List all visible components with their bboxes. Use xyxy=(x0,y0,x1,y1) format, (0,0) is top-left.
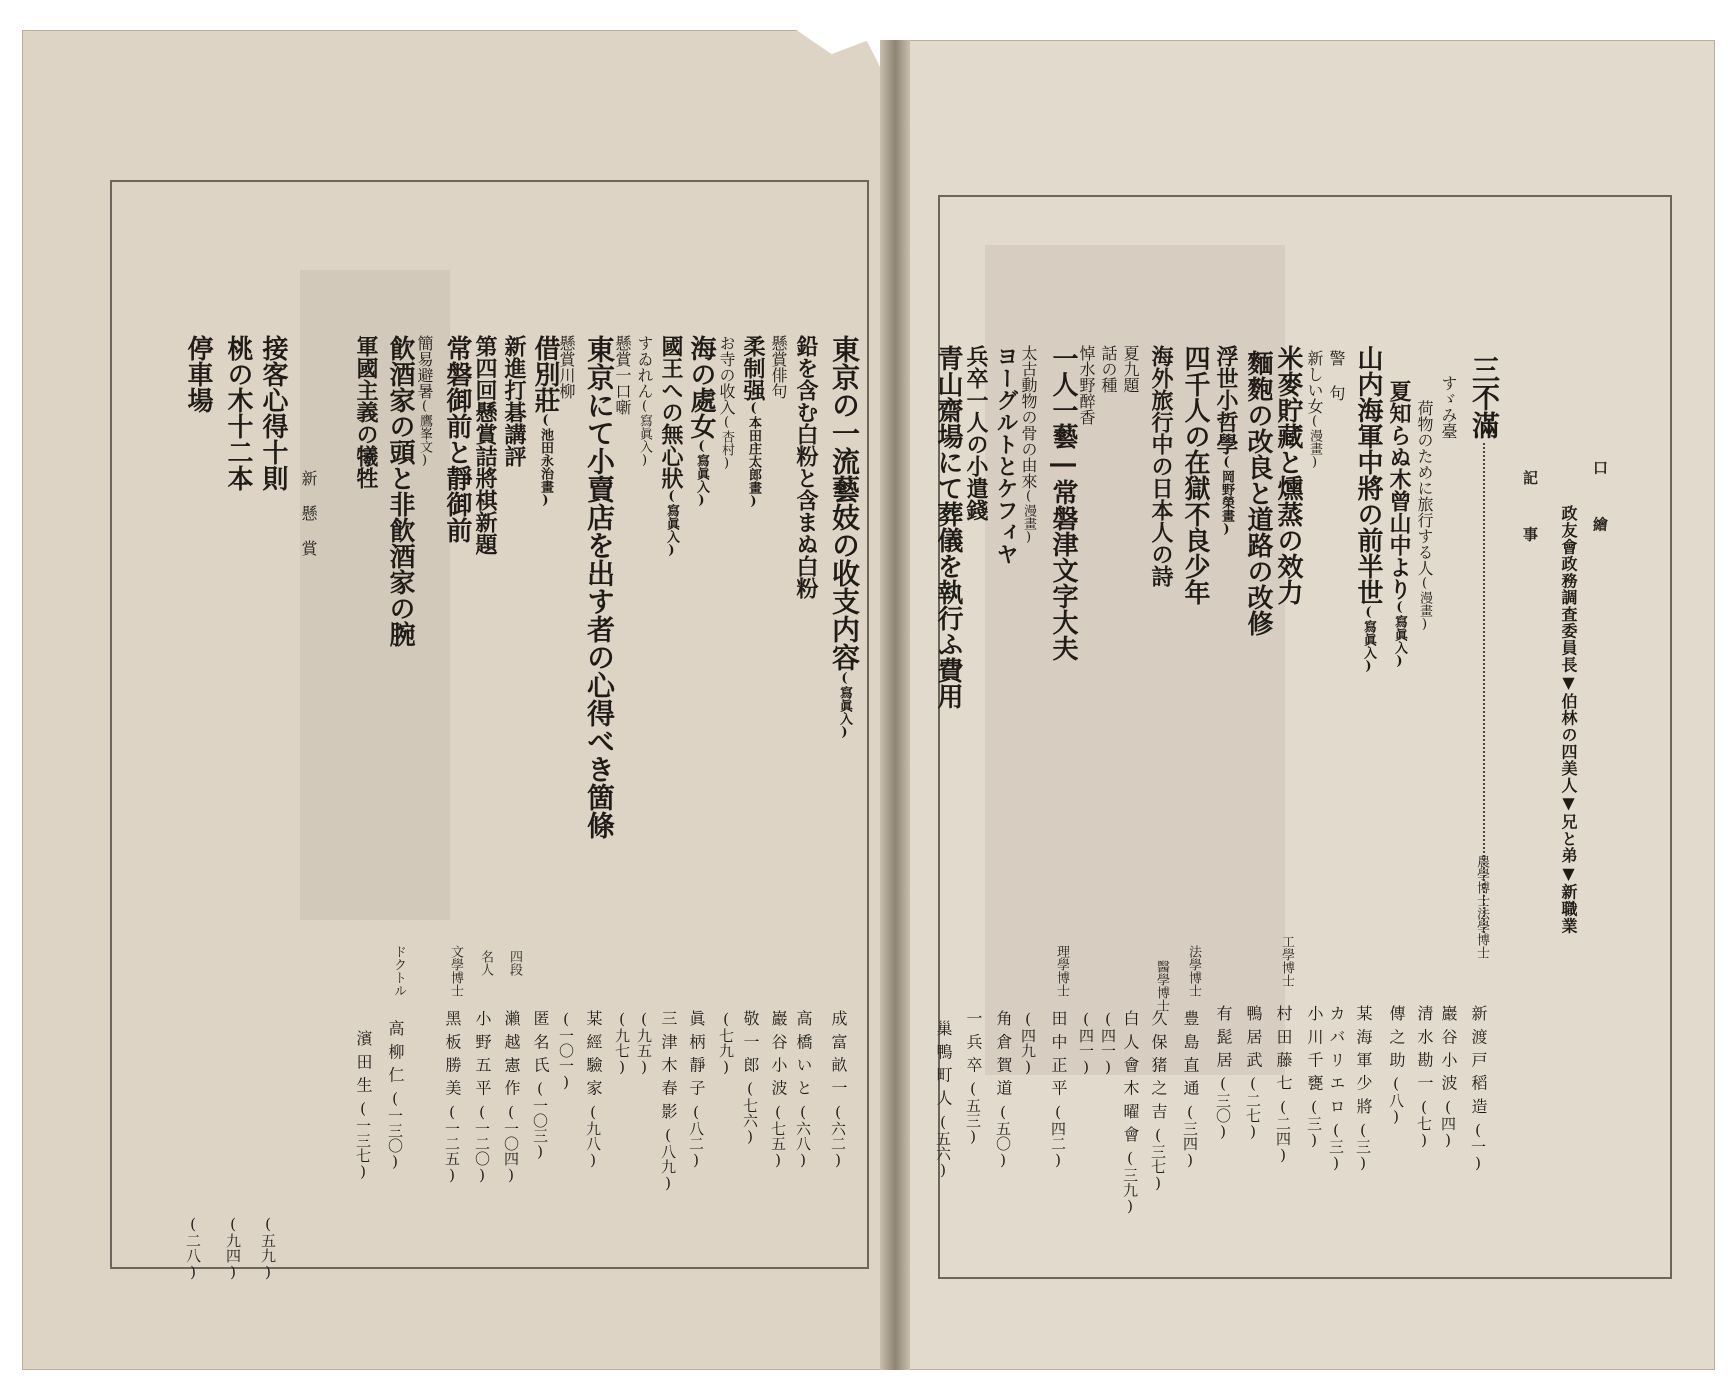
toc-entry xyxy=(1355,345,1381,674)
toc-author-page xyxy=(532,1010,548,1161)
toc-page-number: (三〇) xyxy=(1214,1074,1232,1141)
toc-title: 新進打碁講評 xyxy=(501,335,527,467)
toc-entry xyxy=(1440,375,1456,439)
toc-author-rank: 名人 xyxy=(478,950,493,976)
toc-author-page xyxy=(355,1030,371,1181)
toc-author-page xyxy=(260,1215,276,1281)
toc-note: (寫眞入) xyxy=(837,671,852,740)
toc-note: (鷹峯文) xyxy=(417,399,432,468)
toc-entry xyxy=(1215,345,1237,537)
toc-author-page xyxy=(795,1010,811,1169)
toc-author-page xyxy=(1122,1010,1138,1215)
toc-note: (漫畫) xyxy=(1307,414,1322,470)
toc-page-number: (四一) xyxy=(1099,1010,1117,1076)
toc-author-page xyxy=(474,1010,490,1184)
toc-author: 高柳仁 xyxy=(386,1020,405,1090)
toc-author: 久保猪之吉 xyxy=(1149,1010,1168,1126)
toc-author-page xyxy=(995,1010,1011,1169)
toc-title: 借別莊 xyxy=(530,335,560,413)
toc-title: 柔制强 xyxy=(740,335,766,401)
toc-page-number: (五九) xyxy=(259,1215,277,1281)
toc-page-number: (九四) xyxy=(224,1215,242,1281)
toc-title: 簡易避暑 xyxy=(415,335,434,399)
toc-author: 巖谷小波 xyxy=(769,1010,788,1103)
toc-entry xyxy=(583,335,616,839)
toc-entry xyxy=(742,335,764,509)
toc-author-page xyxy=(688,1010,704,1169)
toc-page-number: (八九) xyxy=(659,1126,677,1192)
toc-title: 青山齋場にて葬儀を執行ふ費用 xyxy=(933,345,963,709)
toc-author: 某海軍少將 xyxy=(1354,1005,1373,1121)
toc-note: (漫畫) xyxy=(1417,576,1432,632)
toc-author-page xyxy=(1275,1005,1291,1164)
toc-entry xyxy=(718,335,734,471)
toc-title: 桃の木十二本 xyxy=(223,335,253,491)
toc-author: 小野五平 xyxy=(473,1010,492,1103)
toc-entry xyxy=(965,345,987,521)
toc-title: 浮世小哲學 xyxy=(1213,345,1239,455)
toc-author-page xyxy=(742,1010,758,1146)
toc-author: 瀨越憲作 xyxy=(502,1010,521,1103)
toc-page-number: (七六) xyxy=(741,1079,759,1146)
toc-title: ヨーグルトとケフィヤ xyxy=(993,345,1019,565)
toc-entry xyxy=(1388,380,1410,669)
toc-entry xyxy=(532,335,558,508)
toc-entry xyxy=(1182,345,1208,605)
toc-entry xyxy=(387,335,413,647)
toc-author: 巖谷小波 xyxy=(1439,1005,1458,1098)
toc-author-page xyxy=(444,1010,460,1184)
toc-author: 匿名氏 xyxy=(531,1010,550,1080)
toc-title: 話の種 xyxy=(1099,345,1118,393)
toc-page-number: (七九) xyxy=(717,1010,735,1076)
toc-page-number: (三) xyxy=(1354,1121,1372,1172)
toc-page-number: (一三〇) xyxy=(386,1089,404,1171)
toc-page-number: (九八) xyxy=(584,1102,602,1169)
toc-author-page xyxy=(1150,1010,1166,1192)
toc-title: 鉛を含む白粉と含まぬ白粉 xyxy=(793,335,819,599)
toc-entry xyxy=(474,335,496,555)
toc-entry xyxy=(1100,345,1116,393)
toc-entry xyxy=(416,335,432,468)
toc-page-number: (六二) xyxy=(829,1102,847,1169)
toc-author-page xyxy=(1050,1010,1066,1169)
toc-entry xyxy=(688,335,714,508)
toc-entry xyxy=(1416,400,1432,632)
toc-entry xyxy=(1020,345,1036,545)
toc-author-page xyxy=(1388,1005,1404,1126)
toc-author: 巢鴨町人 xyxy=(934,1020,953,1113)
toc-author-page xyxy=(1328,1005,1344,1172)
toc-author-page xyxy=(1306,1005,1322,1149)
toc-title: 米麥貯藏と燻蒸の效力 xyxy=(1273,345,1303,605)
toc-page-number: (一二五) xyxy=(443,1102,461,1184)
toc-note: (寫眞入) xyxy=(1392,600,1407,669)
toc-entry xyxy=(1122,345,1138,393)
toc-author-page xyxy=(1182,1010,1198,1169)
toc-author: 黑板勝美 xyxy=(443,1010,462,1103)
toc-author: 一兵卒 xyxy=(964,1010,983,1080)
toc-page-number: (一〇三) xyxy=(531,1079,549,1161)
toc-entry xyxy=(260,335,286,491)
toc-title: 悼水野醉香 xyxy=(1077,345,1096,425)
toc-author-page xyxy=(503,1010,519,1184)
toc-author-rank: 法學博士 xyxy=(1186,945,1201,997)
toc-entry xyxy=(1050,345,1076,661)
kiji-label: 記 事 xyxy=(1521,470,1539,560)
toc-note: (漫畫) xyxy=(1021,489,1036,545)
toc-author-page xyxy=(1440,1005,1456,1149)
toc-page-number: (三四) xyxy=(1181,1102,1199,1169)
toc-author: 小川千甕 xyxy=(1305,1005,1324,1098)
toc-author: 田中正平 xyxy=(1049,1010,1068,1103)
toc-author-page xyxy=(830,1010,846,1169)
toc-entry xyxy=(660,335,682,558)
toc-author-rank: 農學博士法學博士 xyxy=(1474,855,1489,959)
toc-title: 懸賞俳句 xyxy=(769,335,788,399)
toc-author-page xyxy=(718,1010,734,1076)
toc-page-number: (三七) xyxy=(1149,1126,1167,1192)
toc-author: 豊島直通 xyxy=(1181,1010,1200,1103)
toc-page-number: (一) xyxy=(1469,1121,1487,1172)
toc-note: (寫眞入) xyxy=(637,399,652,468)
toc-note: (岡野榮畫) xyxy=(1219,455,1234,537)
toc-title: 第四回懸賞詰將棋新題 xyxy=(472,335,498,555)
toc-note: (寫眞入) xyxy=(1361,605,1376,674)
toc-author-page xyxy=(636,1010,652,1076)
toc-entry xyxy=(225,335,251,491)
toc-author-page xyxy=(770,1010,786,1169)
toc-entry xyxy=(1306,350,1322,470)
toc-title: 東京の一流藝妓の收支内容 xyxy=(828,335,861,671)
toc-title: 一人一藝―常磐津文字大夫 xyxy=(1048,345,1078,661)
toc-author-rank: 文學博士 xyxy=(448,945,463,997)
toc-page-number: (五六) xyxy=(934,1112,952,1179)
toc-page-number: (八) xyxy=(1387,1074,1405,1126)
toc-note: (寫眞入) xyxy=(664,489,679,558)
toc-title: すゐれん xyxy=(635,335,654,399)
toc-title: 接客心得十則 xyxy=(258,335,288,491)
toc-title: すゞみ臺 xyxy=(1439,375,1458,439)
toc-page-number: (五三) xyxy=(964,1079,982,1146)
toc-title: お寺の收入 xyxy=(717,335,736,415)
toc-author: 白人會木曜會 xyxy=(1121,1010,1140,1150)
toc-author-page xyxy=(1100,1010,1116,1076)
toc-author: 高橋いと xyxy=(794,1010,813,1103)
toc-author-page xyxy=(1020,1010,1036,1076)
toc-title: 懸賞一口噺 xyxy=(613,335,632,415)
toc-title: 山内海軍中將の前半世 xyxy=(1353,345,1383,605)
toc-entry xyxy=(795,335,817,599)
toc-author: 成富畝一 xyxy=(829,1010,848,1103)
toc-page-number: (六八) xyxy=(794,1102,812,1169)
toc-title: 國王への無心狀 xyxy=(658,335,684,489)
toc-title: 停車場 xyxy=(183,335,213,413)
toc-author-rank: 醫學博士 xyxy=(1154,960,1169,1012)
toc-author-page xyxy=(1416,1005,1432,1149)
toc-entry xyxy=(935,345,961,709)
toc-author: 傳之助 xyxy=(1387,1005,1406,1075)
toc-page-number: (一〇一) xyxy=(557,1010,575,1091)
toc-title: 荷物のために旅行する人 xyxy=(1415,400,1434,576)
toc-page-number: (八二) xyxy=(687,1102,705,1169)
toc-page-number: (七五) xyxy=(769,1102,787,1169)
toc-author: 新渡戸稻造 xyxy=(1469,1005,1488,1121)
toc-title: 夏九題 xyxy=(1121,345,1140,393)
toc-entry xyxy=(185,335,211,413)
toc-entry xyxy=(503,335,525,467)
toc-note: (杏村) xyxy=(719,415,734,471)
toc-title: 常磐御前と靜御前 xyxy=(442,335,472,543)
toc-title: 懸賞川柳 xyxy=(557,335,576,399)
toc-author-page xyxy=(614,1010,630,1076)
toc-title: 太古動物の骨の由來 xyxy=(1019,345,1038,489)
toc-author-page xyxy=(225,1215,241,1281)
toc-page-number: (四一) xyxy=(1077,1010,1095,1076)
toc-page-number: (二七) xyxy=(1244,1074,1262,1141)
kuchie-text: 政友會政務調査委員長▼伯林の四美人▼兄と弟▼新職業 xyxy=(1559,505,1578,934)
toc-entry xyxy=(614,335,630,415)
toc-page-number: (七) xyxy=(1415,1097,1433,1149)
toc-page-number: (四九) xyxy=(1019,1010,1037,1076)
toc-author: 鴨居武 xyxy=(1244,1005,1263,1075)
toc-page-number: (一二〇) xyxy=(473,1102,491,1184)
toc-entry xyxy=(355,335,377,489)
toc-author-page xyxy=(185,1215,201,1281)
toc-entry xyxy=(1328,350,1344,401)
toc-title: 新 懸 賞 xyxy=(299,470,318,556)
toc-page-number: (四二) xyxy=(1049,1102,1067,1169)
toc-page-number: (三) xyxy=(1305,1097,1323,1149)
toc-author-page xyxy=(965,1010,981,1146)
toc-page-number: (九五) xyxy=(635,1010,653,1076)
toc-author-page xyxy=(1078,1010,1094,1076)
toc-author-page xyxy=(585,1010,601,1169)
toc-author: 清水勘一 xyxy=(1415,1005,1434,1098)
toc-author: 村田藤七 xyxy=(1274,1005,1293,1098)
toc-author-page xyxy=(387,1020,403,1171)
kuchie-label: 口 繪 xyxy=(1591,460,1609,550)
toc-note: (本田庄太郎畫) xyxy=(746,401,761,509)
toc-author: 敬一郎 xyxy=(741,1010,760,1080)
toc-note: (池田永治畫) xyxy=(538,413,553,508)
toc-author: 眞柄靜子 xyxy=(687,1010,706,1103)
toc-entry xyxy=(770,335,786,399)
toc-author-page xyxy=(1355,1005,1371,1172)
toc-page-number: (五〇) xyxy=(994,1102,1012,1169)
toc-title: 警 句 xyxy=(1327,350,1346,401)
toc-author-page xyxy=(660,1010,676,1192)
toc-title: 東京にて小賣店を出す者の心得べき箇條 xyxy=(583,335,616,839)
toc-entry xyxy=(828,335,861,740)
toc-author: 三津木春影 xyxy=(659,1010,678,1126)
toc-entry xyxy=(636,335,652,468)
toc-author-page xyxy=(935,1020,951,1179)
toc-title: 海の處女 xyxy=(686,335,716,439)
toc-title: 軍國主義の犧牲 xyxy=(353,335,379,489)
toc-page-number: (四) xyxy=(1439,1097,1457,1149)
toc-entry xyxy=(995,345,1017,565)
toc-entry xyxy=(558,335,574,399)
toc-page-number: (一三七) xyxy=(354,1099,372,1181)
toc-page-number: (九七) xyxy=(613,1010,631,1076)
toc-title: 新しい女 xyxy=(1305,350,1324,414)
toc-page-number: (二四) xyxy=(1274,1097,1292,1164)
toc-author: カバリエロ xyxy=(1327,1005,1346,1121)
toc-title: 夏知らぬ木曾山中より xyxy=(1386,380,1412,600)
toc-page-number: (一〇四) xyxy=(502,1102,520,1184)
toc-author-page xyxy=(1215,1005,1231,1141)
toc-title: 海外旅行中の日本人の詩 xyxy=(1148,345,1174,587)
toc-author: 角倉賀道 xyxy=(994,1010,1013,1103)
toc-page-number: (三九) xyxy=(1121,1149,1139,1216)
toc-entry xyxy=(1245,350,1271,636)
toc-entry xyxy=(444,335,470,543)
toc-author-rank: 工學博士 xyxy=(1279,935,1294,987)
toc-entry xyxy=(1150,345,1172,587)
toc-entry xyxy=(300,470,316,556)
toc-note: (寫眞入) xyxy=(694,439,709,508)
toc-author-page xyxy=(1470,1005,1486,1172)
toc-title: 飮酒家の頭と非飮酒家の腕 xyxy=(385,335,415,647)
toc-entry xyxy=(1468,355,1501,937)
toc-title: 麵麭の改良と道路の改修 xyxy=(1243,350,1273,636)
toc-author-page xyxy=(1245,1005,1261,1141)
toc-entry xyxy=(1078,345,1094,425)
toc-author-rank: 理學博士 xyxy=(1054,945,1069,997)
toc-author-rank: 四段 xyxy=(507,950,522,976)
toc-author: 有髭居 xyxy=(1214,1005,1233,1075)
toc-title: 四千人の在獄不良少年 xyxy=(1180,345,1210,605)
toc-author: 濱田生 xyxy=(354,1030,373,1100)
toc-entry xyxy=(1275,345,1301,605)
toc-author-page xyxy=(558,1010,574,1091)
toc-author: 某經驗家 xyxy=(584,1010,603,1103)
toc-title: 三不滿 xyxy=(1468,355,1501,439)
toc-author-rank: ドクトル xyxy=(391,945,406,997)
toc-page-number: (三) xyxy=(1327,1121,1345,1172)
toc-page-number: (二八) xyxy=(184,1215,202,1281)
toc-title: 兵卒一人の小遣錢 xyxy=(963,345,989,521)
book-gutter xyxy=(880,40,910,1370)
